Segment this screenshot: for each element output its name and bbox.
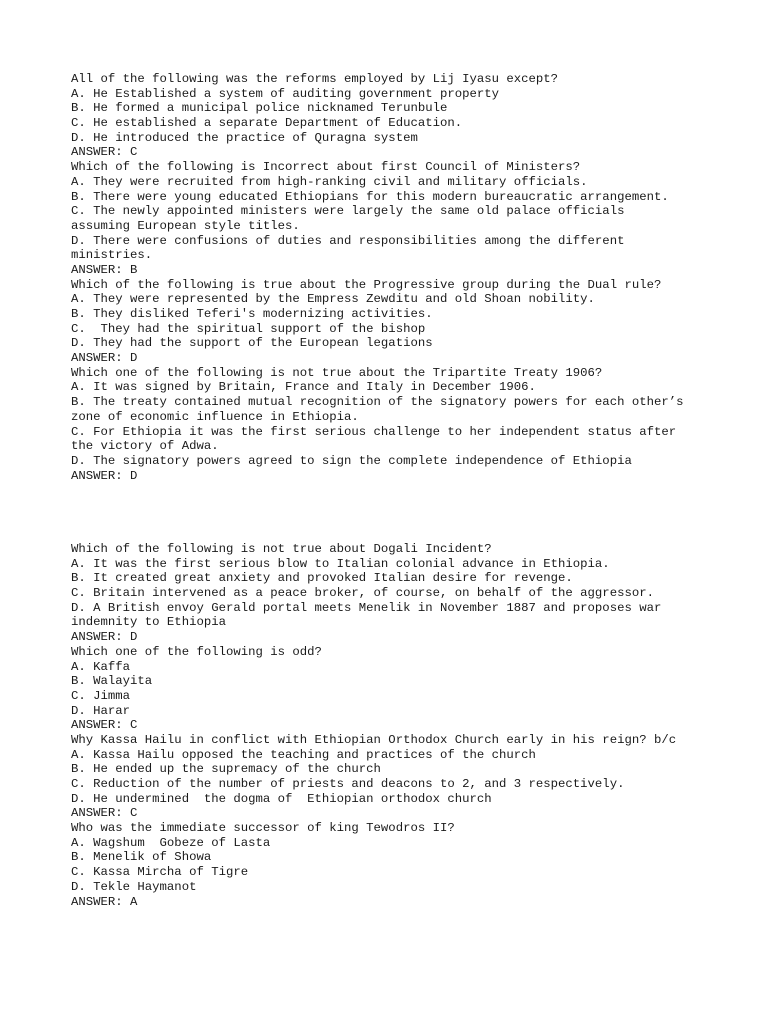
option-line: B. The treaty contained mutual recognition of the signatory powers for each other’s (71, 395, 684, 410)
question-line: Which one of the following is odd? (71, 644, 322, 659)
option-line: B. Menelik of Showa (71, 850, 212, 865)
answer-line: ANSWER: C (71, 718, 138, 733)
answer-line: ANSWER: C (71, 806, 138, 821)
question-line: Which one of the following is not true about the Tripartite Treaty 1906? (71, 365, 603, 380)
question-line: All of the following was the reforms employed by Lij Iyasu except? (71, 72, 559, 86)
option-line: B. There were young educated Ethiopians for this modern bureaucratic arrangement. (71, 189, 669, 204)
question-line: Who was the immediate successor of king Tewodros II? (71, 821, 455, 836)
option-line: A. They were represented by the Empress Zewditu and old Shoan nobility. (71, 292, 595, 307)
answer-line: ANSWER: D (71, 630, 138, 645)
answer-line: ANSWER: A (71, 894, 138, 909)
option-line: C. He established a separate Department of Education. (71, 116, 463, 131)
question-block-2 (71, 542, 751, 909)
text-line: assuming European style titles. (71, 218, 300, 233)
text-line: ministries. (71, 248, 153, 263)
answer-line: ANSWER: D (71, 468, 138, 483)
option-line: A. It was the first serious blow to Italian colonial advance in Ethiopia. (71, 556, 610, 571)
option-line: D. A British envoy Gerald portal meets Menelik in November 1887 and proposes war (71, 600, 662, 615)
option-line: C. Jimma (71, 688, 131, 703)
option-line: B. They disliked Teferi's modernizing activities. (71, 307, 433, 321)
option-line: B. It created great anxiety and provoked Italian desire for revenge. (71, 571, 573, 586)
question-line: Which of the following is not true about Dogali Incident? (71, 542, 492, 556)
option-line: D. They had the support of the European legations (71, 336, 433, 351)
text-line: the victory of Adwa. (71, 439, 219, 454)
question-block-1 (71, 72, 751, 483)
option-line: C. Kassa Mircha of Tigre (71, 865, 249, 880)
option-line: A. They were recruited from high-ranking civil and military officials. (71, 174, 588, 189)
option-line: B. He ended up the supremacy of the church (71, 762, 381, 777)
question-line: Which of the following is Incorrect about first Council of Ministers? (71, 160, 581, 175)
option-line: D. Harar (71, 703, 131, 718)
option-line: A. Kassa Hailu opposed the teaching and practices of the church (71, 747, 536, 762)
option-line: A. He Established a system of auditing government property (71, 86, 500, 101)
option-line: A. Wagshum Gobeze of Lasta (71, 835, 271, 850)
question-line: Which of the following is true about the Progressive group during the Dual rule? (71, 277, 662, 292)
option-line: C. Britain intervened as a peace broker, of course, on behalf of the aggressor. (71, 586, 654, 601)
option-line: B. Walayita (71, 674, 153, 689)
option-line: D. There were confusions of duties and responsibilities among the different (71, 233, 625, 248)
option-line: A. It was signed by Britain, France and Italy in December 1906. (71, 380, 536, 395)
option-line: D. The signatory powers agreed to sign the complete independence of Ethiopia (71, 453, 632, 468)
option-line: A. Kaffa (71, 659, 131, 674)
option-line: D. He undermined the dogma of Ethiopian orthodox church (71, 791, 492, 806)
question-line: Why Kassa Hailu in conflict with Ethiopian Orthodox Church early in his reign? b/c (71, 732, 677, 747)
answer-line: ANSWER: D (71, 351, 138, 366)
option-line: B. He formed a municipal police nicknamed Terunbule (71, 101, 448, 116)
option-line: D. He introduced the practice of Quragna system (71, 130, 418, 145)
option-line: D. Tekle Haymanot (71, 879, 197, 894)
option-line: C. They had the spiritual support of the bishop (71, 321, 426, 336)
text-line: indemnity to Ethiopia (71, 615, 226, 630)
answer-line: ANSWER: C (71, 145, 138, 160)
text-line: zone of economic influence in Ethiopia. (71, 409, 359, 424)
option-line: C. For Ethiopia it was the first serious challenge to her independent status after (71, 424, 677, 439)
answer-line: ANSWER: B (71, 262, 138, 277)
option-line: C. Reduction of the number of priests and deacons to 2, and 3 respectively. (71, 777, 625, 791)
option-line: C. The newly appointed ministers were largely the same old palace officials (71, 204, 625, 219)
